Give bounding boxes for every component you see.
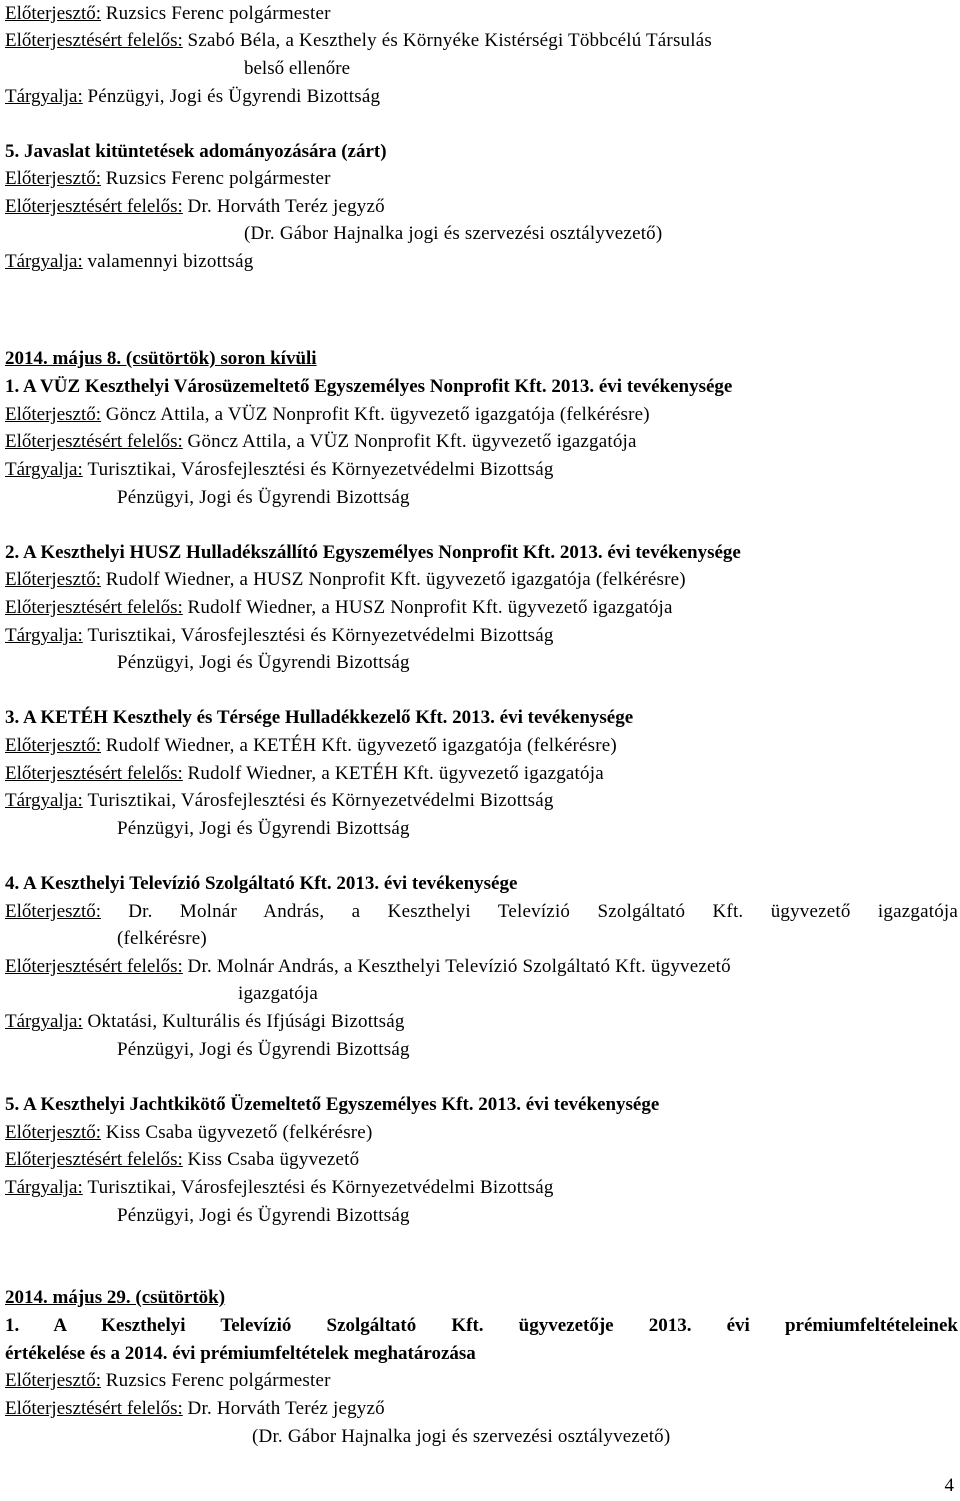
committee-value: Turisztikai, Városfejlesztési és Környezetvédelmi Bizottság [87,625,554,646]
responsible-value: Szabó Béla, a Keszthely és Környéke Kistérségi Többcélú Társulás [187,30,712,51]
agenda-item-title: 2. A Keszthelyi HUSZ Hulladékszállító Egyszemélyes Nonprofit Kft. 2013. évi tevékenysége [5,542,741,563]
responsible-label: Előterjesztésért felelős: [5,763,183,784]
presenter-line [5,898,958,926]
responsible-continuation: (Dr. Gábor Hajnalka jogi és szervezési osztályvezető) [244,223,663,244]
presenter-label: Előterjesztő: [5,901,102,922]
responsible-value: Rudolf Wiedner, a HUSZ Nonprofit Kft. ügyvezető igazgatója [187,597,673,618]
agenda-item-title: 4. A Keszthelyi Televízió Szolgáltató Kft. 2013. évi tevékenysége [5,873,518,894]
presenter-label: Előterjesztő: [5,168,102,189]
responsible-line [5,953,958,981]
committee-label: Tárgyalja: [5,251,83,272]
presenter-value: Kiss Csaba ügyvezető (felkérésre) [105,1122,373,1143]
presenter-line [5,566,958,594]
committee-line [5,622,958,650]
responsible-line [5,1395,958,1423]
responsible-value: Dr. Horváth Teréz jegyző [187,196,385,217]
responsible-value: Rudolf Wiedner, a KETÉH Kft. ügyvezető igazgatója [187,763,604,784]
page-number: 4 [944,1475,954,1496]
responsible-label: Előterjesztésért felelős: [5,30,183,51]
responsible-label: Előterjesztésért felelős: [5,1149,183,1170]
responsible-line [5,1146,958,1174]
session-date: 2014. május 29. (csütörtök) [5,1287,226,1308]
presenter-label: Előterjesztő: [5,569,102,590]
responsible-label: Előterjesztésért felelős: [5,431,183,452]
committee-line [5,787,958,815]
agenda-item-title-cont: értékelése és a 2014. évi prémiumfeltételek meghatározása [5,1343,476,1364]
presenter-label: Előterjesztő: [5,1122,102,1143]
committee-second: Pénzügyi, Jogi és Ügyrendi Bizottság [117,1205,410,1226]
presenter-line [5,0,958,28]
responsible-continuation: belső ellenőre [244,58,351,79]
responsible-line [5,428,958,456]
responsible-value: Dr. Molnár András, a Keszthelyi Televízió Szolgáltató Kft. ügyvezető [187,956,731,977]
presenter-label: Előterjesztő: [5,1370,102,1391]
committee-line [5,456,958,484]
presenter-value: Ruzsics Ferenc polgármester [105,1370,331,1391]
agenda-item-title: 5. A Keszthelyi Jachtkikötő Üzemeltető Egyszemélyes Kft. 2013. évi tevékenysége [5,1094,660,1115]
responsible-line [5,27,958,55]
responsible-value: Göncz Attila, a VÜZ Nonprofit Kft. ügyvezető igazgatója [187,431,637,452]
committee-second: Pénzügyi, Jogi és Ügyrendi Bizottság [117,818,410,839]
session-date: 2014. május 8. (csütörtök) soron kívüli [5,348,317,369]
committee-value: Turisztikai, Városfejlesztési és Környezetvédelmi Bizottság [87,790,554,811]
responsible-label: Előterjesztésért felelős: [5,1398,183,1419]
presenter-value: Göncz Attila, a VÜZ Nonprofit Kft. ügyvezető igazgatója (felkérésre) [105,404,650,425]
presenter-continuation: (felkérésre) [117,928,207,949]
presenter-value: Ruzsics Ferenc polgármester [105,168,331,189]
committee-label: Tárgyalja: [5,1011,83,1032]
presenter-label: Előterjesztő: [5,404,102,425]
committee-label: Tárgyalja: [5,1177,83,1198]
committee-value: valamennyi bizottság [87,251,254,272]
presenter-value: Dr. Molnár András, a Keszthelyi Televízió Szolgáltató Kft. ügyvezető igazgatója [128,901,958,922]
presenter-value: Rudolf Wiedner, a KETÉH Kft. ügyvezető igazgatója (felkérésre) [105,735,617,756]
committee-line [5,1008,958,1036]
presenter-label: Előterjesztő: [5,3,102,24]
presenter-line [5,165,958,193]
agenda-item-title: 5. Javaslat kitüntetések adományozására (zárt) [5,141,387,162]
committee-label: Tárgyalja: [5,86,83,107]
committee-line [5,83,958,111]
agenda-item-title: 1. A VÜZ Keszthelyi Városüzemeltető Egyszemélyes Nonprofit Kft. 2013. évi tevékenysége [5,376,733,397]
agenda-item-title: 3. A KETÉH Keszthely és Térsége Hulladékkezelő Kft. 2013. évi tevékenysége [5,707,634,728]
responsible-line [5,193,958,221]
responsible-label: Előterjesztésért felelős: [5,196,183,217]
responsible-label: Előterjesztésért felelős: [5,597,183,618]
committee-line [5,1174,958,1202]
responsible-label: Előterjesztésért felelős: [5,956,183,977]
committee-value: Turisztikai, Városfejlesztési és Környezetvédelmi Bizottság [87,459,554,480]
agenda-item-title: 1. A Keszthelyi Televízió Szolgáltató Kft. ügyvezetője 2013. évi prémiumfeltételeinek [5,1315,958,1336]
presenter-line [5,1367,958,1395]
committee-label: Tárgyalja: [5,625,83,646]
presenter-line [5,732,958,760]
responsible-line [5,760,958,788]
presenter-line [5,1119,958,1147]
committee-value: Pénzügyi, Jogi és Ügyrendi Bizottság [87,86,381,107]
responsible-value: Dr. Horváth Teréz jegyző [187,1398,385,1419]
responsible-continuation: (Dr. Gábor Hajnalka jogi és szervezési osztályvezető) [252,1426,671,1447]
responsible-value: Kiss Csaba ügyvezető [187,1149,360,1170]
presenter-value: Rudolf Wiedner, a HUSZ Nonprofit Kft. ügyvezető igazgatója (felkérésre) [105,569,686,590]
committee-line [5,248,958,276]
responsible-continuation: igazgatója [238,983,319,1004]
committee-value: Oktatási, Kulturális és Ifjúsági Bizottság [87,1011,405,1032]
committee-second: Pénzügyi, Jogi és Ügyrendi Bizottság [117,487,410,508]
responsible-line [5,594,958,622]
presenter-value: Ruzsics Ferenc polgármester [105,3,331,24]
committee-second: Pénzügyi, Jogi és Ügyrendi Bizottság [117,652,410,673]
presenter-label: Előterjesztő: [5,735,102,756]
committee-label: Tárgyalja: [5,459,83,480]
committee-second: Pénzügyi, Jogi és Ügyrendi Bizottság [117,1039,410,1060]
committee-label: Tárgyalja: [5,790,83,811]
presenter-line [5,401,958,429]
committee-value: Turisztikai, Városfejlesztési és Környezetvédelmi Bizottság [87,1177,554,1198]
